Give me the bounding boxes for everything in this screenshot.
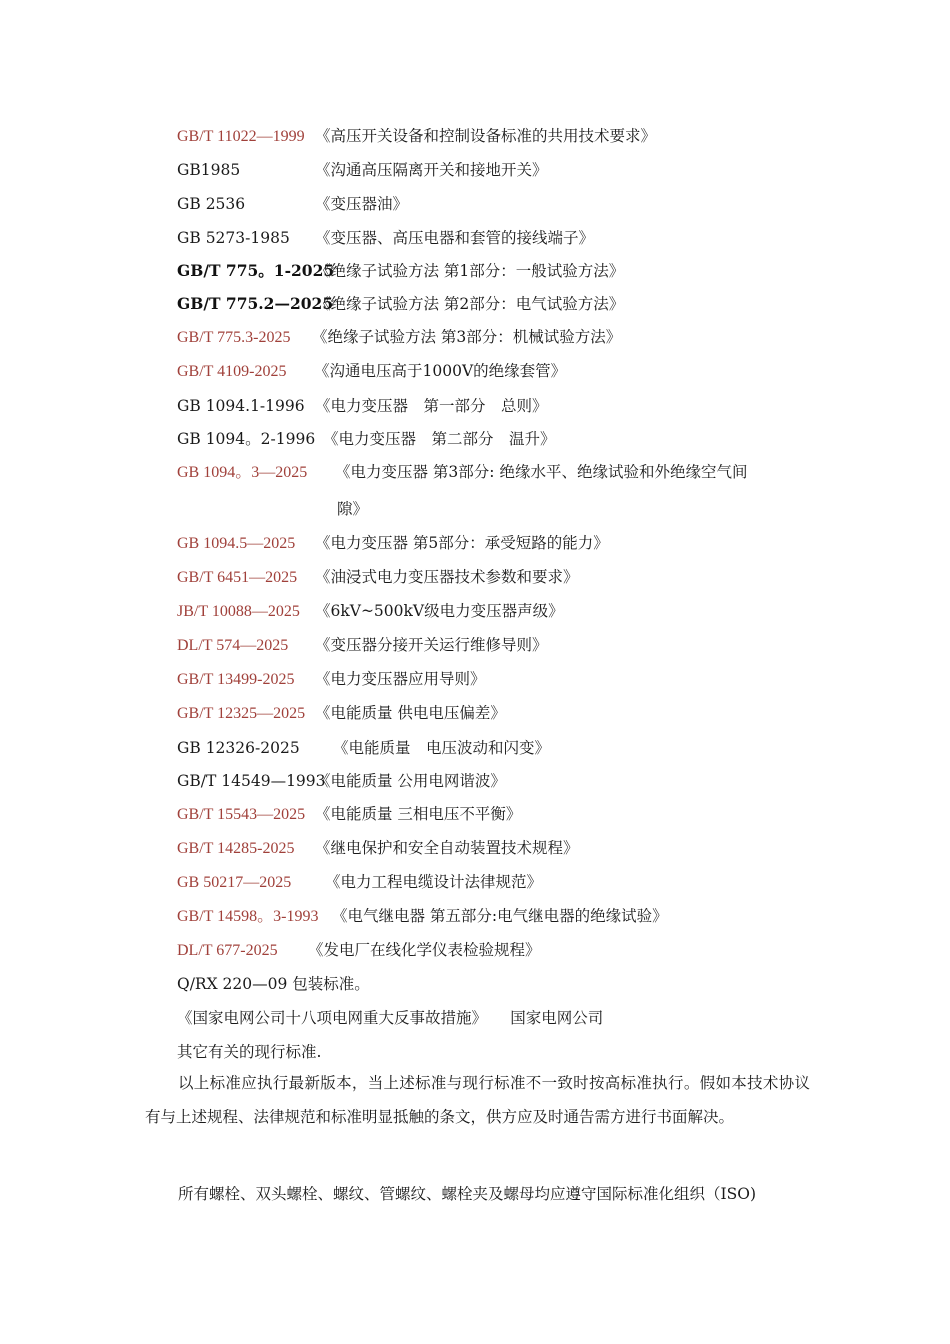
standard-title: 《绝缘子试验方法 第3部分：机械试验方法》	[312, 328, 622, 346]
standard-line	[177, 396, 548, 416]
standard-code: GB/T 12325—2025	[177, 705, 306, 722]
standard-code: GB/T 775。1-2025	[177, 261, 335, 280]
standard-code: GB/T 14285-2025	[177, 840, 295, 857]
standard-code: GB 5273-1985	[177, 229, 290, 247]
standard-title: 《高压开关设备和控制设备标准的共用技术要求》	[315, 127, 657, 145]
standard-line	[177, 872, 542, 893]
standard-line	[177, 261, 624, 281]
standard-title: 《电力变压器 第一部分 总则》	[315, 397, 548, 415]
standard-title: 《电能质量 公用电网谐波》	[315, 772, 506, 790]
standard-line	[177, 940, 541, 961]
standard-code: GB/T 4109-2025	[177, 363, 287, 380]
standard-title: 《电能质量 电压波动和闪变》	[333, 739, 551, 757]
standard-line	[177, 601, 564, 622]
standard-title: 《变压器油》	[315, 195, 409, 213]
standard-title: 《绝缘子试验方法 第2部分：电气试验方法》	[315, 295, 625, 313]
standard-code: GB1985	[177, 161, 241, 179]
standard-title: 《电力变压器 第3部分: 绝缘水平、绝缘试验和外绝缘空气间	[335, 463, 748, 481]
standard-line	[177, 771, 506, 791]
standard-title: 《沟通高压隔离开关和接地开关》	[315, 161, 548, 179]
standard-code: GB/T 14549—1993	[177, 772, 326, 790]
standard-code: GB/T 11022—1999	[177, 128, 305, 145]
standard-code: JB/T 10088—2025	[177, 603, 300, 620]
standard-line	[177, 838, 579, 859]
standard-code: GB 2536	[177, 195, 246, 213]
standard-code: GB/T 6451—2025	[177, 569, 298, 586]
grid-measures-line: 《国家电网公司十八项电网重大反事故措施》 国家电网公司	[177, 1009, 604, 1027]
standard-code: GB/T 15543—2025	[177, 806, 306, 823]
standard-code: GB 12326-2025	[177, 739, 300, 757]
standard-title: 《油浸式电力变压器技术参数和要求》	[315, 568, 579, 586]
standard-line	[177, 160, 548, 180]
standard-code: GB 1094。3—2025	[177, 464, 308, 481]
standard-line	[177, 126, 656, 147]
standard-code: GB/T 14598。3-1993	[177, 908, 319, 925]
standard-code: DL/T 574—2025	[177, 637, 289, 654]
standard-code: GB/T 775.3-2025	[177, 329, 291, 346]
standard-line	[177, 738, 550, 758]
standard-title: 《发电厂在线化学仪表检验规程》	[308, 941, 541, 959]
standard-line	[177, 361, 566, 382]
standard-title: 《电力变压器应用导则》	[315, 670, 486, 688]
body-paragraph: 所有螺栓、双头螺栓、螺纹、管螺纹、螺栓夹及螺母均应遵守国际标准化组织（ISO)	[178, 1185, 756, 1203]
standard-line	[177, 804, 521, 825]
standard-line	[177, 327, 621, 348]
standard-title: 《绝缘子试验方法 第1部分：一般试验方法》	[315, 262, 625, 280]
standard-line	[177, 635, 548, 656]
standard-code: GB 50217—2025	[177, 874, 292, 891]
standard-title: 《电能质量 三相电压不平衡》	[315, 805, 522, 823]
standard-title-continuation	[337, 499, 368, 519]
standard-code: GB/T 775.2—2025	[177, 294, 334, 313]
standard-title: 《电气继电器 第五部分:电气继电器的绝缘试验》	[332, 907, 668, 925]
standard-code: GB 1094.5—2025	[177, 535, 296, 552]
body-paragraph: 以上标准应执行最新版本，当上述标准与现行标准不一致时按高标准执行。假如本技术协议有与上述规程、法律规范和标准明显抵触的条文，供方应及时通告需方进行书面解决。	[145, 1074, 810, 1126]
standard-line	[177, 669, 486, 690]
standard-title: 《变压器、高压电器和套管的接线端子》	[315, 229, 595, 247]
standard-line	[177, 533, 609, 554]
standard-title: 《沟通电压高于1000V的绝缘套管》	[314, 362, 567, 380]
standard-line	[177, 703, 506, 724]
packaging-standard: Q/RX 220—09 包装标准。	[177, 975, 370, 993]
standard-code: DL/T 677-2025	[177, 942, 278, 959]
standard-line	[177, 429, 556, 449]
standard-title: 《电力工程电缆设计法律规范》	[325, 873, 543, 891]
standard-code: GB 1094。2-1996	[177, 430, 316, 448]
standard-line	[177, 906, 668, 927]
standard-line	[177, 228, 594, 248]
standard-title: 《变压器分接开关运行维修导则》	[315, 636, 548, 654]
standard-title: 《6kV~500kV级电力变压器声级》	[315, 602, 564, 620]
standard-title: 《电能质量 供电电压偏差》	[315, 704, 506, 722]
standard-title: 《电力变压器 第5部分：承受短路的能力》	[315, 534, 609, 552]
standard-title-cont: 隙》	[337, 500, 369, 518]
other-standards-line: 其它有关的现行标准.	[177, 1043, 322, 1061]
standard-line	[177, 294, 624, 314]
standard-code: GB/T 13499-2025	[177, 671, 295, 688]
standard-title: 《继电保护和安全自动装置技术规程》	[315, 839, 579, 857]
standard-code: GB 1094.1-1996	[177, 397, 305, 415]
standard-line	[177, 462, 747, 483]
standard-line	[177, 194, 408, 214]
standard-title: 《电力变压器 第二部分 温升》	[323, 430, 556, 448]
standard-line	[177, 567, 579, 588]
